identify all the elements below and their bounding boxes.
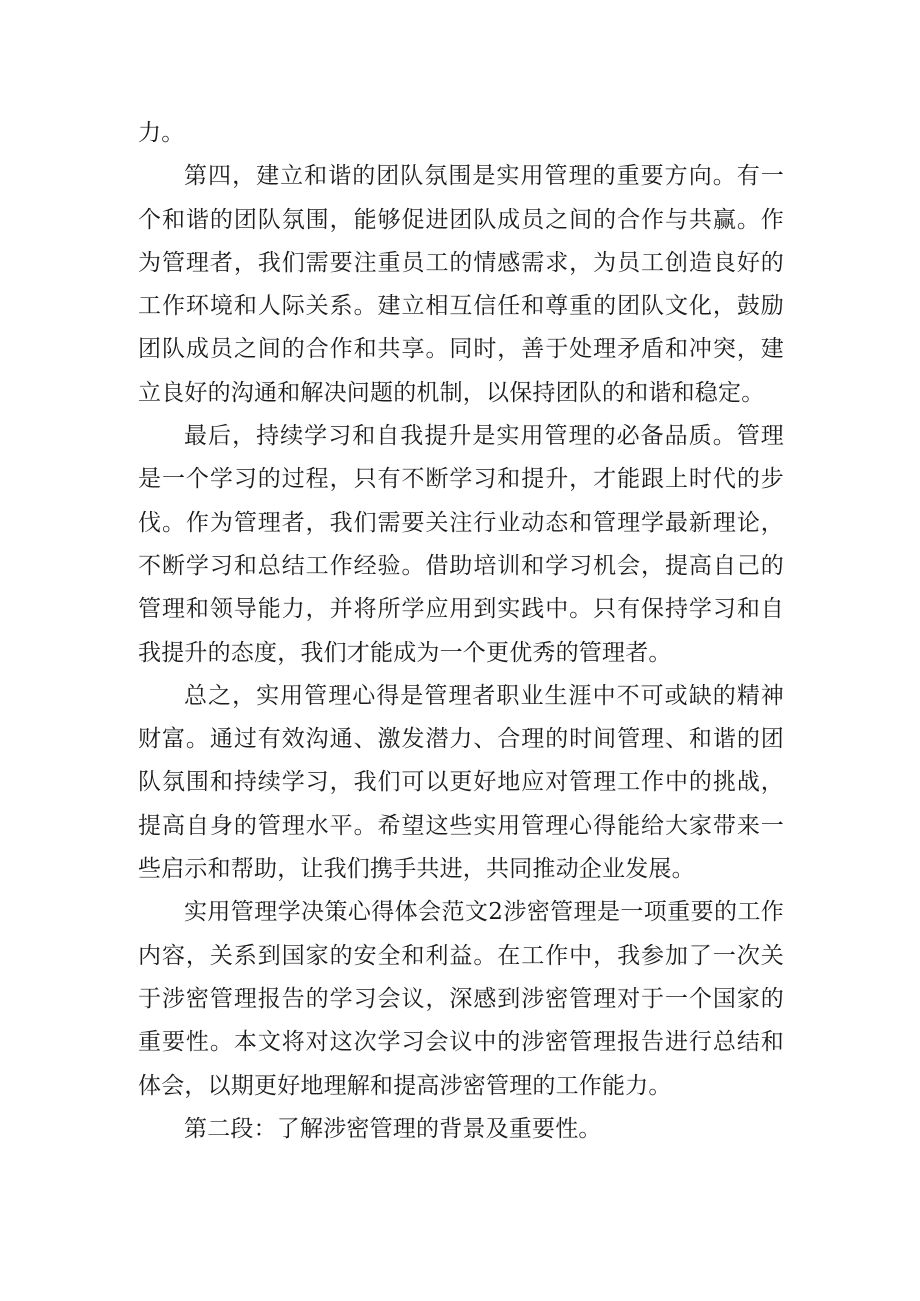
- paragraph-section-two: 第二段：了解涉密管理的背景及重要性。: [184, 1115, 602, 1142]
- paragraph-team-atmosphere: 第四，建立和谐的团队氛围是实用管理的重要方向。有一个和谐的团队氛围，能够促进团队成员之间的合作与共赢。作为管理者，我们需要注重员工的情感需求，为员工创造良好的工作环境和人际关系。建立相互信任和尊重的团队文化，鼓励团队成员之间的合作和共享。同时，善于处理矛盾和冲突，建立良好的沟通和解决问题的机制，以保持团队的和谐和稳定。: [138, 163, 784, 406]
- paragraph-secrecy-intro: 实用管理学决策心得体会范文2涉密管理是一项重要的工作内容，关系到国家的安全和利益。在工作中，我参加了一次关于涉密管理报告的学习会议，深感到涉密管理对于一个国家的重要性。本文将对这次学习会议中的涉密管理报告进行总结和体会，以期更好地理解和提高涉密管理的工作能力。: [138, 899, 784, 1099]
- paragraph-continuous-learning: 最后，持续学习和自我提升是实用管理的必备品质。管理是一个学习的过程，只有不断学习和提升，才能跟上时代的步伐。作为管理者，我们需要关注行业动态和管理学最新理论，不断学习和总结工作经验。借助培训和学习机会，提高自己的管理和领导能力，并将所学应用到实践中。只有保持学习和自我提升的态度，我们才能成为一个更优秀的管理者。: [138, 423, 784, 666]
- document-body: [138, 112, 784, 1151]
- paragraph-summary: 总之，实用管理心得是管理者职业生涯中不可或缺的精神财富。通过有效沟通、激发潜力、合理的时间管理、和谐的团队氛围和持续学习，我们可以更好地应对管理工作中的挑战，提高自身的管理水平。希望这些实用管理心得能给大家带来一些启示和帮助，让我们携手共进，共同推动企业发展。: [138, 682, 784, 883]
- paragraph-continuation: 力。: [138, 120, 185, 146]
